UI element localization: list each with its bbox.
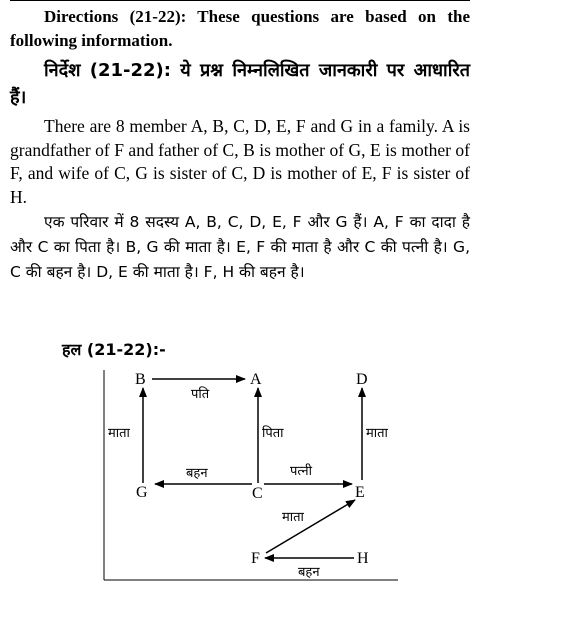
- solution-heading: हल (21-22):-: [62, 340, 166, 359]
- information-hindi: एक परिवार में 8 सदस्य A, B, C, D, E, F और G हैं। A, F का दादा है और C का पिता है। B, G की माता है। E, F की माता है और C की पत्नी है। G, C की बहन है। D, E की माता है। F, H की बहन है।: [10, 213, 470, 281]
- node-g: G: [136, 484, 148, 501]
- label-sister-g: बहन: [186, 466, 208, 481]
- label-mother-d: माता: [366, 426, 388, 441]
- directions-hindi: निर्देश (21-22): ये प्रश्न निम्नलिखित जानकारी पर आधारित हैं।: [10, 60, 470, 108]
- label-husband: पति: [191, 387, 210, 402]
- node-b: B: [135, 371, 146, 388]
- node-f: F: [251, 550, 260, 567]
- directions-english: Directions (21-22): These questions are based on the following information.: [10, 7, 470, 50]
- label-sister-h: बहन: [298, 565, 320, 580]
- information-english: There are 8 member A, B, C, D, E, F and G in a family. A is grandfather of F and father of C, B is mother of G, E is mother of F, and wife of C, G is sister of C, D is mother of E, F is sister of H.: [10, 116, 470, 207]
- node-h: H: [357, 550, 369, 567]
- node-e: E: [355, 484, 365, 501]
- label-wife: पत्नी: [290, 464, 312, 479]
- arrow-f-to-e: [266, 500, 355, 553]
- label-mother-b: माता: [108, 426, 130, 441]
- label-mother-e: माता: [282, 510, 304, 525]
- node-c: C: [252, 485, 263, 502]
- label-father: पिता: [262, 426, 284, 441]
- node-d: D: [356, 371, 368, 388]
- node-a: A: [250, 371, 262, 388]
